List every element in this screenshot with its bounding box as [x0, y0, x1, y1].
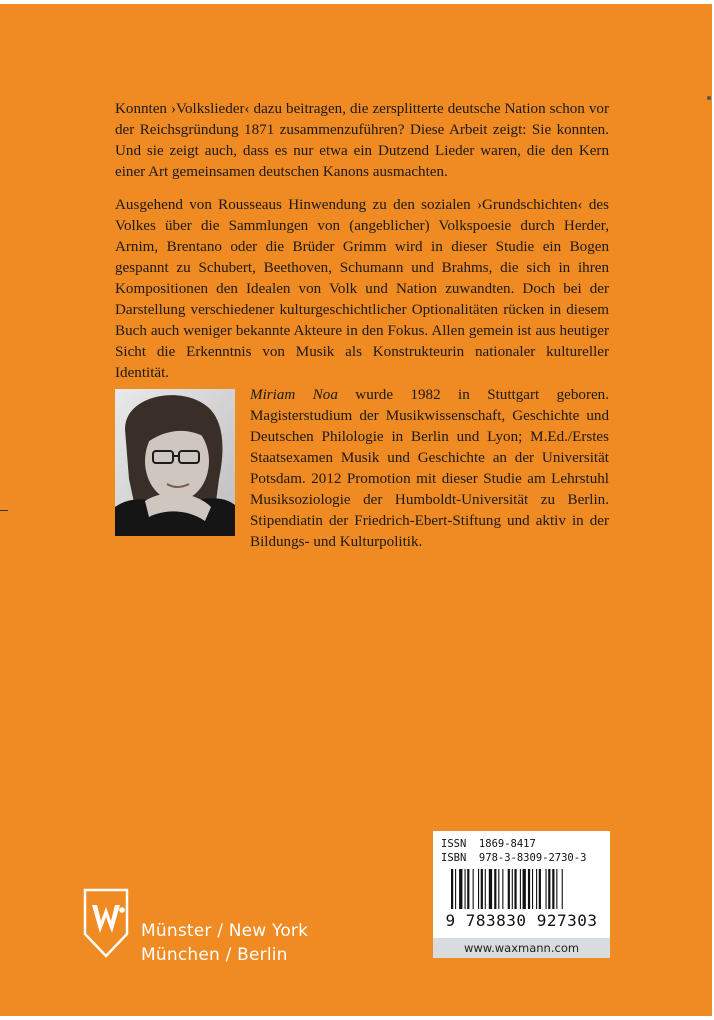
barcode-bar — [520, 869, 521, 909]
barcode-bar — [481, 869, 483, 909]
crop-mark — [0, 510, 8, 511]
isbn-barcode-box — [433, 831, 610, 958]
barcode-bar — [473, 869, 474, 909]
barcode-digits: 9 783830 927303 — [445, 911, 598, 930]
barcode-bar — [512, 869, 513, 909]
barcode-bar — [536, 869, 537, 909]
blurb-paragraph-1: Konnten ›Volkslieder‹ dazu beitragen, die zersplitterte deutsche Nation schon vor der Reichsgründung 1871 zusammenzuführen? Diese Arbeit zeigt: Sie konnten. Und sie zeigt auch, dass es nur etwa ein Dutzend Lieder waren, die den Kern einer Art gemeinsamen deutschen Kanons ausmachten. — [115, 101, 609, 180]
isbn-number: ISBN 978-3-8309-2730-3 — [441, 852, 587, 864]
barcode-bar — [514, 869, 516, 909]
barcode-bar — [508, 869, 510, 909]
publisher-url: www.waxmann.com — [433, 938, 610, 958]
barcode-bar — [523, 869, 526, 909]
blurb-paragraph-2: Ausgehend von Rousseaus Hinwendung zu den sozialen ›Grundschichten‹ des Volkes über die Sammlungen von (angeblicher) Volkspoesie durch Herder, Arnim, Brentano oder die Brüder Grimm wird in dieser Studie ein Bogen gespannt zu Schubert, Beethoven, Schumann und Brahms, die sich in ihren Kompositionen den Idealen von Volk und Nation zuwandten. Doch bei der Darstellung verschiedener kulturgeschichtlicher Optionalitäten rücken in diesem Buch auch weniger bekannte Akteure in den Fokus. Allen gemein ist aus heutiger Sicht die Erkenntnis von Musik als Konstrukteurin nationaler kultureller Identität. — [115, 197, 609, 381]
barcode-bar — [528, 869, 530, 909]
publisher-cities-line-1: Münster / New York — [141, 921, 309, 941]
barcode-bar — [459, 869, 462, 909]
barcode-bar — [539, 869, 541, 909]
author-bio — [250, 385, 609, 553]
author-photo — [115, 389, 235, 536]
barcode-bar — [562, 869, 563, 909]
issn-number: ISSN 1869-8417 — [441, 838, 536, 850]
barcode-bar — [485, 869, 486, 909]
barcode-bar — [494, 869, 496, 909]
barcode-bar — [552, 869, 554, 909]
barcode-bar — [532, 869, 533, 909]
barcode-bar — [451, 869, 453, 909]
barcode-bar — [467, 869, 469, 909]
author-bio-text: wurde 1982 in Stuttgart geboren. Magisterstudium der Musikwissenschaft, Geschichte und Deutschen Philologie in Berlin und Lyon; M.Ed./Erstes Staatsexamen Musik und Geschichte an der Universität Potsdam. 2012 Promotion mit dieser Studie am Lehrstuhl Musiksoziologie der Humboldt-Universität zu Berlin. Stipendiatin der Friedrich-Ebert-Stiftung und aktiv in der Bildungs- und Kulturpolitik. — [250, 387, 610, 550]
barcode-bar — [455, 869, 456, 909]
barcode-bar — [546, 869, 547, 909]
author-portrait-image — [115, 389, 235, 536]
crop-mark — [707, 96, 711, 100]
barcode-bar — [465, 869, 466, 909]
publisher-logo — [82, 887, 130, 959]
author-name: Miriam Noa — [250, 387, 338, 403]
barcode-bar — [489, 869, 492, 909]
barcode-bar — [478, 869, 479, 909]
barcode-bar — [502, 869, 503, 909]
publisher-cities-line-2: München / Berlin — [141, 945, 288, 965]
barcode-bar — [498, 869, 499, 909]
barcode-bar — [556, 869, 557, 909]
barcode-bar — [548, 869, 550, 909]
